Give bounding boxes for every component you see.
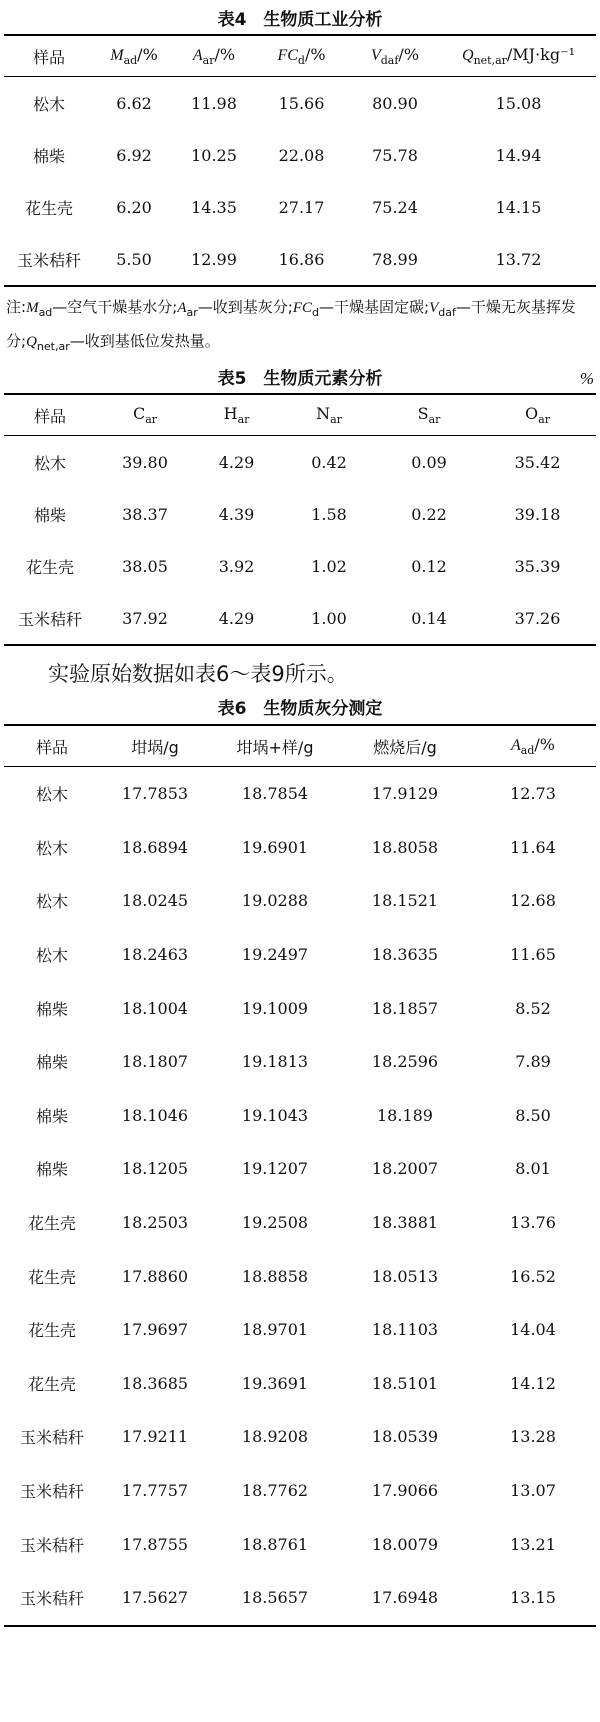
table-cell: 松木: [35, 838, 68, 858]
table-cell: 8.50: [515, 1105, 551, 1125]
table-cell: 8.01: [515, 1159, 551, 1179]
table-cell: 17.8755: [121, 1534, 189, 1554]
table-cell: 棉柴: [35, 1160, 68, 1180]
table-cell: 18.8761: [241, 1534, 309, 1554]
table-row: [4, 233, 596, 286]
table-row: [4, 1357, 596, 1411]
table-row: [4, 77, 596, 130]
table-cell: 18.0539: [371, 1427, 439, 1447]
table-cell: 16.86: [254, 233, 349, 286]
table6-caption: 表6 生物质灰分测定: [217, 699, 383, 719]
table-cell: 18.1004: [121, 998, 189, 1018]
table-row: [4, 1410, 596, 1464]
table-cell: 花生壳: [27, 1374, 76, 1394]
table-cell: 18.1046: [121, 1105, 189, 1125]
table6-header-after-burn: 燃烧后/g: [340, 725, 470, 767]
table-cell: 松木: [35, 946, 68, 966]
table-cell: 棉柴: [35, 1106, 68, 1126]
table-cell: 棉柴: [35, 1053, 68, 1073]
table-cell: 玉米秸秆: [19, 1482, 84, 1502]
table-cell: 18.2596: [371, 1052, 439, 1072]
table-cell: 13.28: [510, 1427, 556, 1447]
table-cell: 4.29: [194, 592, 279, 645]
table-cell: 19.2497: [241, 945, 309, 965]
table6-header-row: [4, 725, 596, 767]
table-row: [4, 1303, 596, 1357]
table-cell: 花生壳: [27, 1321, 76, 1341]
table5-caption: [0, 365, 600, 393]
table-cell: 13.07: [510, 1481, 556, 1501]
table5-header-s: $S_{ar}$: [379, 394, 479, 436]
table-cell: 18.2503: [121, 1213, 189, 1233]
table-cell: 18.8858: [241, 1266, 309, 1286]
table6: [4, 724, 596, 1627]
table-cell: 17.9211: [121, 1427, 189, 1447]
table-row: [4, 540, 596, 592]
table-cell: 松木: [32, 94, 65, 114]
body-paragraph: 实验原始数据如表6～表9所示。: [48, 662, 348, 686]
table4-header-mad: $M_{ad}/\%$: [94, 35, 174, 77]
table-cell: 19.2508: [241, 1213, 309, 1233]
table-cell: 12.68: [510, 891, 556, 911]
table-cell: 38.37: [122, 504, 168, 524]
table-cell: 19.1207: [241, 1159, 309, 1179]
table-cell: 0.42: [311, 452, 347, 472]
table-cell: 棉柴: [33, 505, 66, 525]
table-cell: 37.26: [479, 592, 596, 645]
table-cell: 18.3635: [371, 945, 439, 965]
table-cell: 11.64: [510, 837, 556, 857]
table-cell: 18.9208: [241, 1427, 309, 1447]
table-cell: 12.99: [174, 233, 254, 286]
table-cell: 4.39: [218, 504, 255, 524]
table-cell: 0.14: [379, 592, 479, 645]
table-row: [4, 488, 596, 540]
table-cell: 14.94: [495, 145, 542, 165]
table-cell: 6.92: [116, 145, 152, 165]
table5-header-n: $N_{ar}$: [279, 394, 379, 436]
table-cell: 花生壳: [27, 1267, 76, 1287]
table-cell: 18.9701: [241, 1320, 309, 1340]
table-cell: 16.52: [510, 1266, 556, 1286]
table-cell: 12.73: [510, 784, 556, 804]
table-cell: 35.39: [514, 556, 561, 576]
table5-header-sample: 样品: [4, 394, 96, 436]
table-row: [4, 1035, 596, 1089]
table4-caption: 表4 生物质工业分析: [217, 10, 383, 30]
table-cell: 13.72: [441, 233, 596, 286]
table-row: [4, 928, 596, 982]
table-cell: 14.15: [495, 197, 542, 217]
table-cell: 17.8860: [121, 1266, 189, 1286]
table4-header-sample: 样品: [4, 35, 94, 77]
table-cell: 15.66: [278, 93, 325, 113]
table-cell: 1.02: [311, 556, 347, 576]
table-cell: 19.1009: [241, 998, 309, 1018]
table-cell: 19.3691: [241, 1373, 309, 1393]
table-row: [4, 1196, 596, 1250]
table-cell: 17.9066: [371, 1481, 439, 1501]
table-row: [4, 1517, 596, 1571]
table-row: [4, 874, 596, 928]
table-cell: 18.3685: [121, 1373, 189, 1393]
table-cell: 棉柴: [35, 999, 68, 1019]
table6-header-aad: $A_{ad}/\%$: [470, 725, 596, 767]
table4: [4, 34, 596, 287]
table-cell: 18.2463: [121, 945, 189, 965]
table-cell: 14.04: [510, 1320, 556, 1340]
table-row: [4, 1249, 596, 1303]
table-cell: 松木: [35, 892, 68, 912]
table6-header-sample: 样品: [4, 725, 100, 767]
table-cell: 18.1103: [371, 1320, 439, 1340]
table-cell: 75.78: [372, 145, 418, 165]
table-cell: 玉米秸秆: [19, 1428, 84, 1448]
table-cell: 35.42: [514, 452, 561, 472]
table-cell: 17.5627: [100, 1571, 210, 1626]
table-cell: 1.58: [311, 504, 347, 524]
table-cell: 17.7853: [121, 784, 189, 804]
table-row: [4, 436, 596, 489]
table-cell: 18.1205: [121, 1159, 189, 1179]
table-cell: 15.08: [495, 93, 542, 113]
table-cell: 19.0288: [241, 891, 309, 911]
table-row: [4, 821, 596, 875]
table-cell: 3.92: [218, 556, 255, 576]
table-cell: 80.90: [372, 93, 418, 113]
table-cell: 14.12: [510, 1373, 556, 1393]
table5-unit: %: [579, 369, 594, 388]
table-cell: 玉米秸秆: [4, 1571, 100, 1626]
table-cell: 花生壳: [25, 557, 74, 577]
table-row: [4, 129, 596, 181]
table-cell: 18.0245: [121, 891, 189, 911]
table-cell: 玉米秸秆: [19, 1535, 84, 1555]
table5-header-h: $H_{ar}$: [194, 394, 279, 436]
table-cell: 39.80: [122, 452, 168, 472]
table-cell: 棉柴: [32, 146, 65, 166]
table4-header-vdaf: $V_{daf}/\%$: [349, 35, 441, 77]
table-row: [4, 1142, 596, 1196]
table-cell: 27.17: [278, 197, 325, 217]
table-cell: 花生壳: [27, 1214, 76, 1234]
table-cell: 17.9129: [371, 784, 439, 804]
table-cell: 玉米秸秆: [4, 592, 96, 645]
table-cell: 14.35: [191, 197, 237, 217]
table-cell: 18.7762: [241, 1481, 309, 1501]
table-cell: 0.12: [411, 556, 447, 576]
table-cell: 37.92: [96, 592, 194, 645]
table-row: [4, 981, 596, 1035]
table-cell: 8.52: [515, 998, 551, 1018]
table5-header-c: $C_{ar}$: [96, 394, 194, 436]
table-cell: 18.8058: [371, 837, 439, 857]
table-cell: 0.22: [411, 504, 447, 524]
table-cell: 松木: [35, 785, 68, 805]
table-cell: 6.62: [116, 93, 152, 113]
table-cell: 11.98: [191, 93, 237, 113]
table-cell: 19.1043: [241, 1105, 309, 1125]
table-cell: 13.21: [510, 1534, 556, 1554]
table-cell: 75.24: [372, 197, 418, 217]
table-cell: 18.189: [377, 1105, 433, 1125]
table-cell: 5.50: [94, 233, 174, 286]
table-cell: 22.08: [278, 145, 325, 165]
table-row: [4, 767, 596, 821]
table-row: [4, 1464, 596, 1518]
table6-header-crucible-sample: 坩埚+样/g: [210, 725, 340, 767]
table-cell: 39.18: [514, 504, 561, 524]
table4-header-fcd: $FC_d/\%$: [254, 35, 349, 77]
table-row: [4, 181, 596, 233]
table-cell: 18.7854: [241, 784, 309, 804]
table-cell: 17.9697: [121, 1320, 189, 1340]
table-cell: 18.5657: [210, 1571, 340, 1626]
table-cell: 18.0079: [371, 1534, 439, 1554]
table-cell: 78.99: [349, 233, 441, 286]
table-cell: 18.1857: [371, 998, 439, 1018]
table-row: [4, 1089, 596, 1143]
table-cell: 松木: [33, 453, 66, 473]
table-row: [4, 592, 596, 645]
table-cell: 玉米秸秆: [4, 233, 94, 286]
table4-header-aar: $A_{ar}/\%$: [174, 35, 254, 77]
table-cell: 18.1521: [371, 891, 439, 911]
table-cell: 18.0513: [371, 1266, 439, 1286]
table-cell: 花生壳: [24, 198, 73, 218]
table6-header-crucible: 坩埚/g: [100, 725, 210, 767]
table-cell: 18.3881: [371, 1213, 439, 1233]
table5: [4, 393, 596, 646]
table-cell: 6.20: [116, 197, 152, 217]
table-cell: 19.1813: [241, 1052, 309, 1072]
table-cell: 18.1807: [121, 1052, 189, 1072]
table4-note: 注$:M_{ad}—$空气干燥基水分$;A_{ar}—$收到基灰分$;FC_d—$干燥基固定碳$;V_{daf}—$干燥无灰基挥发分$;Q_{net,ar}—$收到基低位发热量。: [6, 298, 576, 353]
table-cell: 10.25: [191, 145, 237, 165]
table-cell: 17.7757: [121, 1481, 189, 1501]
table-cell: 38.05: [122, 556, 168, 576]
table-cell: 1.00: [279, 592, 379, 645]
table-cell: 18.5101: [371, 1373, 439, 1393]
table-cell: 13.15: [470, 1571, 596, 1626]
table-cell: 19.6901: [241, 837, 309, 857]
table5-header-row: [4, 394, 596, 436]
table-cell: 17.6948: [340, 1571, 470, 1626]
table-cell: 18.2007: [371, 1159, 439, 1179]
table5-header-o: $O_{ar}$: [479, 394, 596, 436]
table5-title: 表5 生物质元素分析: [217, 369, 383, 389]
table-row: [4, 1571, 596, 1626]
table-cell: 11.65: [510, 945, 556, 965]
table-cell: 4.29: [218, 452, 255, 472]
table4-header-qnet: $Q_{net,ar}/MJ\cdot kg^{-1}$: [441, 35, 596, 77]
table-cell: 7.89: [515, 1052, 551, 1072]
table-cell: 18.6894: [121, 837, 189, 857]
table-cell: 13.76: [510, 1213, 556, 1233]
table-cell: 0.09: [411, 452, 447, 472]
table4-header-row: [4, 35, 596, 77]
